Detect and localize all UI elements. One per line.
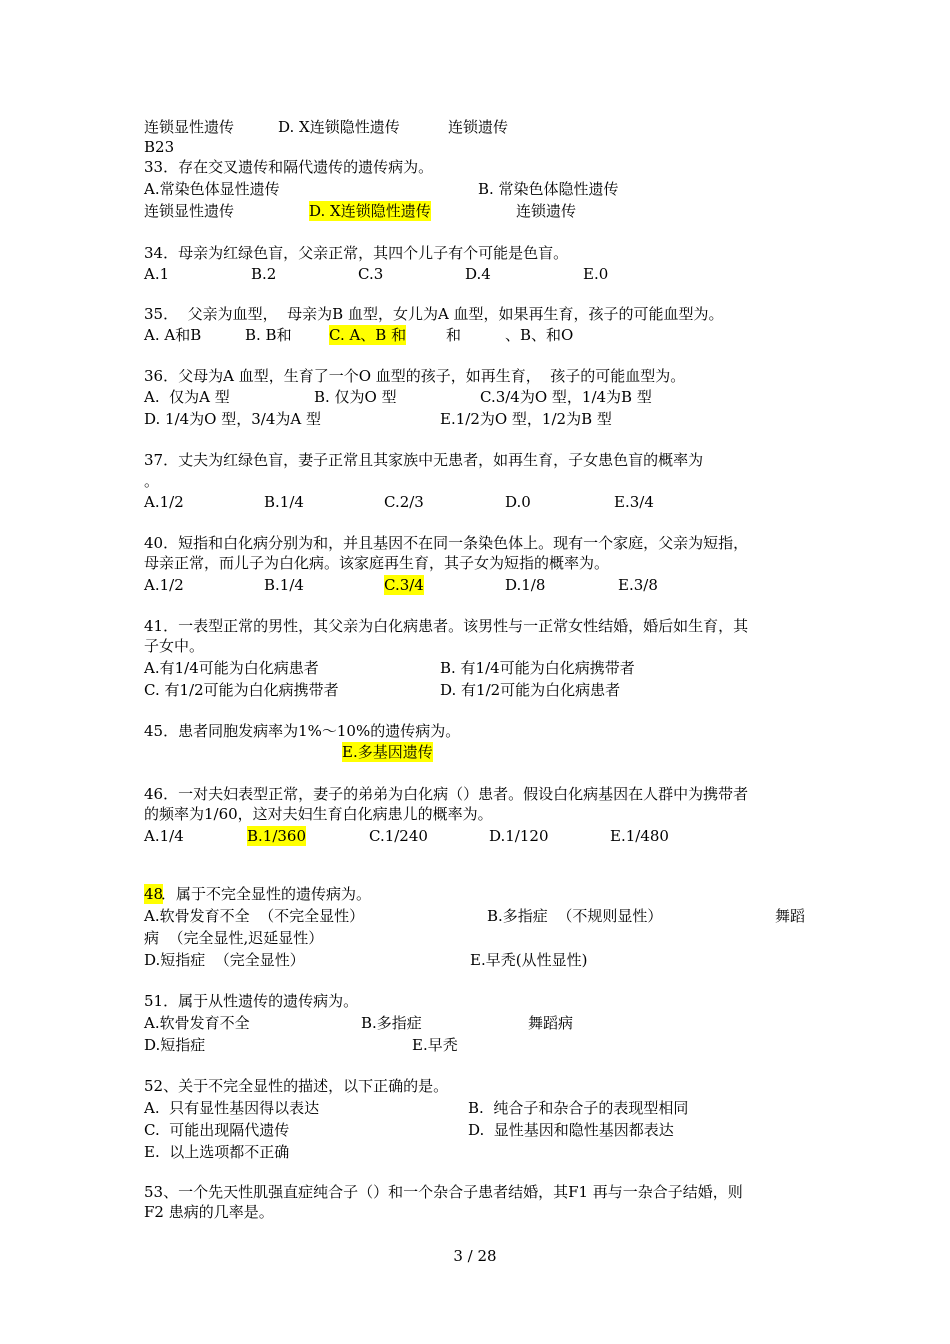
question-text: 46．一对夫妇表型正常，妻子的弟弟为白化病（）患者。假设白化病基因在人群中为携带者 [144,785,749,803]
option: 病 （完全显性,迟延显性） [144,929,324,947]
option: E.0 [583,265,609,283]
option: D.短指症 [144,1036,206,1054]
option: E.早秃(从性显性) [470,951,588,969]
text-line: B23 [144,138,175,156]
option: B.多指症 [361,1014,422,1032]
option: B.1/4 [264,576,304,594]
option: E.3/8 [618,576,658,594]
text-line: 连锁遗传 [448,118,509,136]
question-text: 母亲正常，而儿子为白化病。该家庭再生育，其子女为短指的概率为。 [144,554,610,572]
option: C.2/3 [384,493,424,511]
option: D.4 [465,265,491,283]
option: 和 [446,326,462,344]
question-text: 53、一个先天性肌强直症纯合子（）和一个杂合子患者结婚，其F1 再与一杂合子结婚，则 [144,1183,743,1201]
option: E.1/2为O 型，1/2为B 型 [440,410,612,428]
option: A.1/4 [144,827,184,845]
question-text: 的频率为1/60，这对夫妇生育白化病患儿的概率为。 [144,805,493,823]
option: B.2 [251,265,277,283]
option: D.短指症 （完全显性） [144,951,305,969]
option: A.1/2 [144,493,184,511]
question-text: 34．母亲为红绿色盲，父亲正常，其四个儿子有个可能是色盲。 [144,244,569,262]
option: D.1/120 [489,827,549,845]
option: C. 有1/2可能为白化病携带者 [144,681,339,699]
question-text: 33．存在交叉遗传和隔代遗传的遗传病为。 [144,158,434,176]
question-text: 36．父母为A 血型，生育了一个O 血型的孩子，如再生育， 孩子的可能血型为。 [144,367,686,385]
question-text: ．属于不完全显性的遗传病为。 [161,885,372,903]
option: B. 仅为O 型 [314,388,397,406]
option: E.早秃 [412,1036,458,1054]
highlighted-number: 48 [144,885,164,903]
option: A. 只有显性基因得以表达 [144,1099,320,1117]
highlighted-answer: C.3/4 [384,576,424,594]
question-text: 35． 父亲为血型， 母亲为B 血型，女儿为A 血型，如果再生育，孩子的可能血型为。 [144,305,724,323]
option: A. 仅为A 型 [144,388,230,406]
option: B. 纯合子和杂合子的表现型相同 [468,1099,689,1117]
option: 连锁遗传 [516,202,577,220]
question-text: F2 患病的几率是。 [144,1203,274,1221]
highlighted-answer: B.1/360 [247,827,307,845]
question-text: 51．属于从性遗传的遗传病为。 [144,992,359,1010]
option: C.3 [358,265,384,283]
highlighted-answer: D. X连锁隐性遗传 [309,202,431,220]
option: A.软骨发育不全 （不完全显性） [144,907,365,925]
option: C.3/4为O 型，1/4为B 型 [480,388,652,406]
option: B.多指症 （不规则显性） [487,907,663,925]
option: D.0 [505,493,531,511]
text-line: 。 [144,472,160,490]
question-text: 41．一表型正常的男性，其父亲为白化病患者。该男性与一正常女性结婚，婚后如生育，其 [144,617,749,635]
question-text: 52、关于不完全显性的描述，以下正确的是。 [144,1077,449,1095]
question-text: 40．短指和白化病分别为和，并且基因不在同一条染色体上。现有一个家庭，父亲为短指， [144,534,749,552]
option: B.1/4 [264,493,304,511]
option: 、B、和O [505,326,574,344]
option: B. 有1/4可能为白化病携带者 [440,659,635,677]
text-line: D. X连锁隐性遗传 [278,118,400,136]
option: E.3/4 [614,493,654,511]
option: D. 1/4为O 型，3/4为A 型 [144,410,321,428]
option: A. A和B [144,326,202,344]
question-text: 45．患者同胞发病率为1%～10%的遗传病为。 [144,722,461,740]
option: 舞蹈病 [528,1014,574,1032]
option: A.软骨发育不全 [144,1014,250,1032]
option: E. 以上选项都不正确 [144,1143,290,1161]
option: B. B和 [245,326,292,344]
text-line: 连锁显性遗传 [144,118,235,136]
option: A.1/2 [144,576,184,594]
option: D.1/8 [505,576,546,594]
option: D. 有1/2可能为白化病患者 [440,681,621,699]
option: C.1/240 [369,827,428,845]
option: E.1/480 [610,827,669,845]
option: 舞蹈 [775,907,806,925]
option: 连锁显性遗传 [144,202,235,220]
option: A.1 [144,265,170,283]
highlighted-answer: E.多基因遗传 [342,743,433,761]
option: B. 常染色体隐性遗传 [478,180,619,198]
option: D. 显性基因和隐性基因都表达 [468,1121,674,1139]
option: A.有1/4可能为白化病患者 [144,659,319,677]
option: A.常染色体显性遗传 [144,180,280,198]
page-number: 3 / 28 [453,1247,497,1265]
question-text: 37．丈夫为红绿色盲，妻子正常且其家族中无患者，如再生育，子女患色盲的概率为 [144,451,704,469]
question-text: 子女中。 [144,637,205,655]
option: C. 可能出现隔代遗传 [144,1121,290,1139]
highlighted-answer: C. A、B 和 [329,326,407,344]
